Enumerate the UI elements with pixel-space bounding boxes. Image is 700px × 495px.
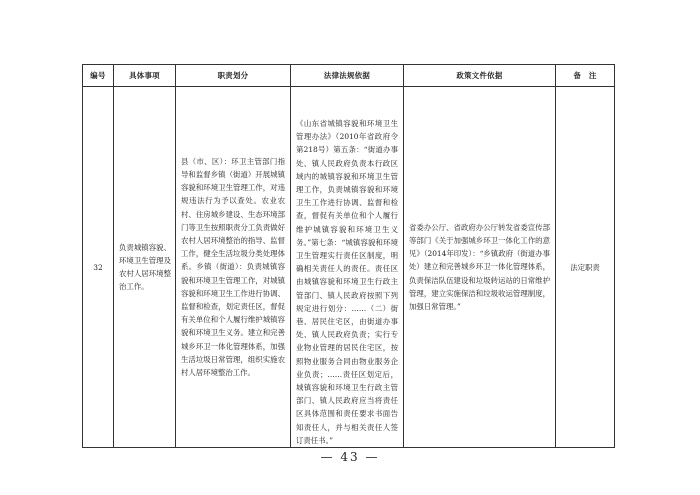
page-number: — 43 — [320, 450, 380, 464]
table-header-row [83, 65, 615, 87]
header-duty: 职责划分 [176, 65, 291, 87]
row-remark: 法定职责 [556, 87, 615, 448]
header-item: 具体事项 [114, 65, 176, 87]
row-duty: 县（市、区）：环卫主管部门指导和监督乡镇（街道）开展城镇容貌和环境卫生管理工作，对违规违法行为予以查处。农业农村、住房城乡建设、生态环境部门等卫生按照职责分工负责做好农村人居环境整治的指导、监督工作，健全生活垃圾分类处理体系。乡镇（街道）：负责城镇容貌和环境卫生管理工作，对城镇容貌和环境卫生工作进行协调、监督和检查，划定责任区，督促有关单位和个人履行维护城镇容貌和环境卫生义务。建立和完善城乡环卫一体化管理体系，加强生活垃圾日常管理，组织实施农村人居环境整治工作。 [181, 156, 285, 378]
row-policy: 省委办公厅、省政府办公厅转发省委宣传部等部门《关于加强城乡环卫一体化工作的意见》（2014年印发）：“乡镇政府（街道办事处）建立和完善城乡环卫一体化管理体系，负责保洁队伍建设和垃圾转运站的日常维护管理，建立实施保洁和垃圾收运管理制度，加强日常管理。” [409, 222, 550, 312]
header-law: 法律法规依据 [291, 65, 404, 87]
row-duty-cell [176, 87, 291, 448]
row-number: 32 [83, 87, 114, 448]
header-remark: 备 注 [556, 65, 615, 87]
table-row [83, 87, 615, 448]
header-policy: 政策文件依据 [404, 65, 556, 87]
responsibility-table [82, 64, 615, 448]
row-policy-cell [404, 87, 556, 448]
row-law: 《山东省城镇容貌和环境卫生管理办法》（2010年省政府令第218号）第五条：“街道办事处、镇人民政府负责本行政区域内的城镇容貌和环境卫生管理工作，负责城镇容貌和环境卫生工作进行协调、监督和检查，督促有关单位和个人履行维护城镇容貌和环境卫生义务。”第七条：“城镇容貌和环境卫生管理实行责任区制度，明确相关责任人的责任。责任区由城镇容貌和环境卫生行政主管部门、镇人民政府按照下列规定进行划分：……（二）街巷、居民住宅区，由街道办事处、镇人民政府负责；实行专业物业管理的居民住宅区，按照物业服务合同由物业服务企业负责；……责任区划定后，城镇容貌和环境卫生行政主管部门、镇人民政府应当将责任区具体范围和责任要求书面告知责任人，并与相关责任人签订责任书。” [296, 119, 398, 445]
row-item: 负责城镇容貌、环境卫生管理及农村人居环境整治工作。 [119, 242, 171, 292]
header-number: 编号 [83, 65, 114, 87]
row-item-cell [114, 87, 176, 448]
responsibility-table-container [82, 64, 614, 444]
row-law-cell [291, 87, 404, 448]
